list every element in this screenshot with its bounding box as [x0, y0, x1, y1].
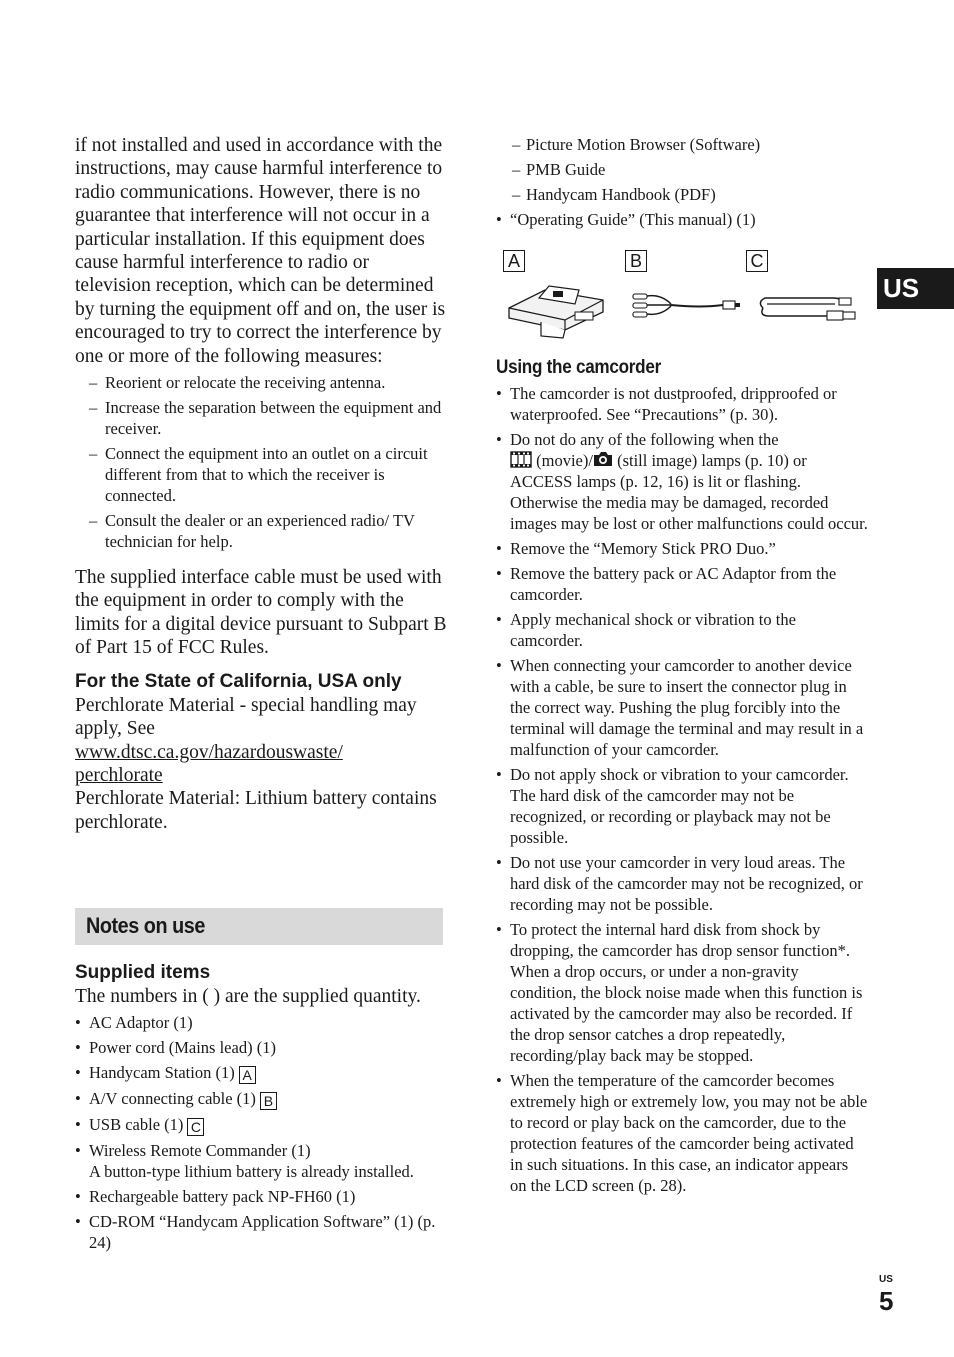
perchlorate-link[interactable]: www.dtsc.ca.gov/hazardouswaste/ — [75, 741, 343, 763]
usage-notes-list — [496, 383, 868, 1196]
supplied-items-intro: The numbers in ( ) are the supplied quantity. — [75, 986, 421, 1007]
cd-content-item: – PMB Guide — [496, 159, 868, 180]
notes-on-use-title: Notes on use — [86, 913, 205, 938]
item-tag-b: B — [260, 1092, 277, 1110]
cd-contents-list — [496, 134, 868, 205]
usage-note: • When connecting your camcorder to another device with a cable, be sure to insert the connector plug in the correct way. Pushing the plug forcibly into the terminal will damage the terminal and may result in a malfunction of your camcorder. — [496, 655, 868, 760]
notes-on-use-banner — [75, 908, 443, 945]
usage-note-text: Do not do any of the following when the — [510, 430, 779, 449]
perchlorate-link-wrapper — [75, 741, 447, 788]
prohibited-action: • Apply mechanical shock or vibration to the camcorder. — [496, 609, 868, 651]
item-tag-a: A — [239, 1066, 256, 1084]
supplied-items-section — [75, 961, 447, 1257]
supplied-item-label: USB cable (1) — [89, 1115, 184, 1135]
movie-label: (movie)/ — [536, 451, 593, 470]
prohibited-actions-list — [496, 538, 868, 651]
supplied-item-label: Handycam Station (1) — [89, 1063, 235, 1083]
page-number: 5 — [879, 1286, 894, 1316]
supplied-item-label: Rechargeable battery pack NP-FH60 (1) — [89, 1187, 356, 1207]
cd-content-item: – Picture Motion Browser (Software) — [496, 134, 868, 155]
image-label-b: B — [625, 250, 647, 272]
measures-list — [75, 372, 447, 552]
supplied-item-label: Wireless Remote Commander (1) — [89, 1141, 311, 1161]
supplied-item — [75, 1037, 447, 1058]
supplied-item-label: AC Adaptor (1) — [89, 1013, 193, 1033]
left-column — [75, 134, 447, 834]
perchlorate-text-1: Perchlorate Material - special handling may apply, See — [75, 694, 417, 740]
region-tab: US — [877, 268, 954, 309]
measure-item: – Reorient or relocate the receiving antenna. — [75, 372, 447, 393]
item-tag-c: C — [187, 1118, 204, 1136]
supplied-item — [75, 1012, 447, 1033]
usage-note-text: (still image) lamps (p. 10) or ACCESS lamps (p. 12, 16) is lit or flashing. Otherwise the media may be damaged, recorded images may be lost or other malfunctions could occur. — [510, 451, 868, 533]
operating-guide-list — [496, 209, 868, 230]
movie-icon — [510, 451, 532, 468]
california-heading: For the State of California, USA only — [75, 670, 402, 692]
page-region-label: US — [879, 1274, 893, 1285]
usage-note: • To protect the internal hard disk from shock by dropping, the camcorder has drop sensor function*. When a drop occurs, or under a non-gravity condition, the block noise made when this function is activated by the camcorder may also be recorded. If the drop sensor catches a drop repeatedly, recording/play back may be stopped. — [496, 919, 868, 1066]
camera-icon — [593, 451, 613, 467]
supplied-item-label: A/V connecting cable (1) — [89, 1089, 256, 1109]
supplied-item-label: Power cord (Mains lead) (1) — [89, 1038, 276, 1058]
perchlorate-link-continued[interactable]: perchlorate — [75, 764, 163, 786]
av-cable-illustration — [631, 286, 743, 326]
usage-note: • The camcorder is not dustproofed, dripproofed or waterproofed. See “Precautions” (p. 30). — [496, 383, 868, 425]
supplied-item — [75, 1186, 447, 1207]
cd-content-item: – Handycam Handbook (PDF) — [496, 184, 868, 205]
supplied-item — [75, 1140, 447, 1182]
supplied-item-label: CD-ROM “Handycam Application Software” (1) (p. 24) — [89, 1212, 436, 1253]
measure-item: – Increase the separation between the equipment and receiver. — [75, 397, 447, 439]
prohibited-action: • Remove the battery pack or AC Adaptor from the camcorder. — [496, 563, 868, 605]
prohibited-action: • Remove the “Memory Stick PRO Duo.” — [496, 538, 868, 559]
image-label-c: C — [746, 250, 768, 272]
supplied-item-note: A button-type lithium battery is already installed. — [89, 1162, 414, 1182]
usage-note — [496, 429, 868, 651]
using-camcorder-heading: Using the camcorder — [496, 357, 661, 378]
supplied-item — [75, 1114, 447, 1136]
supplied-items-heading: Supplied items — [75, 962, 211, 983]
usage-note: • Do not apply shock or vibration to your camcorder. The hard disk of the camcorder may not be recognized, or recording or playback may not be possible. — [496, 764, 868, 848]
supplied-item — [75, 1088, 447, 1110]
operating-guide-item: • “Operating Guide” (This manual) (1) — [496, 209, 868, 230]
perchlorate-text-2: Perchlorate Material: Lithium battery contains perchlorate. — [75, 788, 437, 833]
image-label-a: A — [503, 250, 525, 272]
usage-note: • When the temperature of the camcorder becomes extremely high or extremely low, you may not be able to record or play back on the camcorder, due to the protection features of the camcorder being activated in such situations. In this case, an indicator appears on the LCD screen (p. 28). — [496, 1070, 868, 1196]
supplied-items-list — [75, 1012, 447, 1253]
fcc-intro-paragraph: if not installed and used in accordance with the instructions, may cause harmful interference to radio communications. However, there is no guarantee that interference will not occur in a particular installation. If this equipment does cause harmful interference to radio or television reception, which can be determined by turning the equipment off and on, the user is encouraged to try to correct the interference by one or more of the following measures: — [75, 135, 446, 367]
usage-note: • Do not use your camcorder in very loud areas. The hard disk of the camcorder may not be recognized, or recording may not be possible. — [496, 852, 868, 915]
handycam-station-illustration — [505, 278, 609, 340]
usb-cable-illustration — [755, 290, 861, 324]
right-column-top — [496, 134, 868, 234]
measure-item: – Connect the equipment into an outlet on a circuit different from that to which the receiver is connected. — [75, 443, 447, 506]
right-column-main — [496, 356, 868, 1200]
cable-note-paragraph: The supplied interface cable must be used with the equipment in order to comply with the limits for a digital device pursuant to Subpart B of Part 15 of FCC Rules. — [75, 567, 447, 659]
supplied-item — [75, 1211, 447, 1253]
supplied-item — [75, 1062, 447, 1084]
measure-item: – Consult the dealer or an experienced radio/ TV technician for help. — [75, 510, 447, 552]
